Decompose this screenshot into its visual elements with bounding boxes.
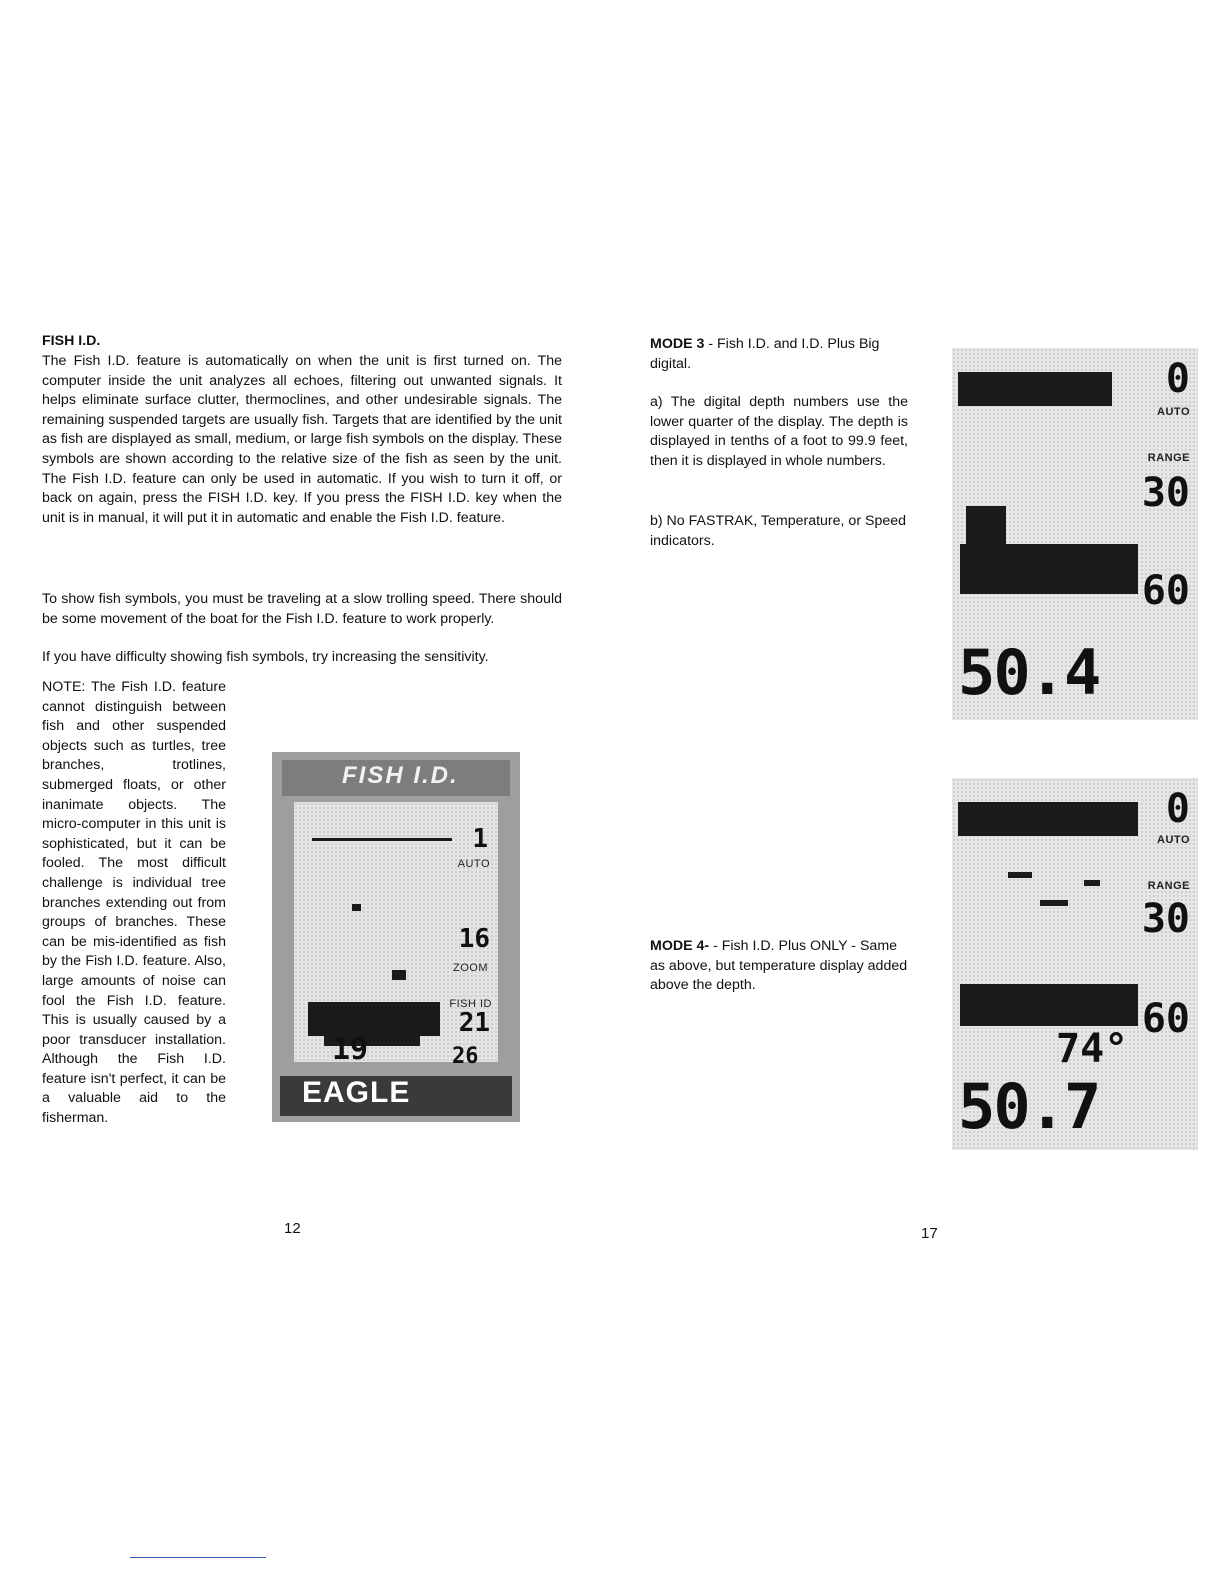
fishid-top-value: 1 [472, 824, 488, 854]
footer-rule [130, 1557, 266, 1558]
mode3-range-label: RANGE [1147, 452, 1190, 464]
fishid-zoom-label: ZOOM [453, 962, 488, 974]
surface-line [312, 838, 452, 841]
mode3-range-value: 30 [1141, 470, 1190, 516]
mode4-fish-mark-3 [1084, 880, 1100, 886]
mode3-auto-label: AUTO [1157, 406, 1190, 418]
fish-id-paragraph-3: If you have difficulty showing fish symbols, try increasing the sensitivity. [42, 649, 489, 665]
mode3-depth-value: 50.4 [958, 636, 1100, 709]
mode4-bottom-range-value: 60 [1141, 996, 1190, 1042]
mode4-depth-value: 50.7 [958, 1070, 1100, 1143]
fishid-fish-id-label: FISH ID [449, 998, 492, 1010]
mode3-top-value: 0 [1165, 356, 1190, 402]
fish-symbol-small [352, 904, 361, 911]
fishid-right-depth: 26 [452, 1044, 479, 1069]
fishid-banner: FISH I.D. [342, 762, 459, 789]
fish-id-paragraph-2: To show fish symbols, you must be traveling at a slow trolling speed. There should be some movement of the boat for the Fish I.D. feature to work properly. [42, 591, 562, 627]
mode3-surface-band [958, 372, 1112, 406]
mode3-display-image [952, 348, 1198, 720]
fishid-left-depth: 19 [332, 1032, 369, 1067]
mode4-title: - Fish I.D. Plus ONLY - Same as above, but temperature display added above the depth. [650, 938, 908, 994]
mode3-item-a: a) The digital depth numbers use the lower quarter of the display. The depth is displayed in tenths of a foot to 99.9 feet, then it is displayed in whole numbers. [650, 394, 908, 469]
mode4-display-image [952, 778, 1198, 1150]
mode4-range-label: RANGE [1147, 880, 1190, 892]
mode3-heading: MODE 3 [650, 336, 705, 352]
mode4-temperature-value: 74° [1056, 1026, 1129, 1072]
mode3-bottom-band [960, 544, 1138, 594]
fish-symbol-medium [392, 970, 406, 980]
fishid-auto-label: AUTO [457, 858, 490, 870]
fishid-bottom-structure [308, 1002, 440, 1036]
mode4-range-value: 30 [1141, 896, 1190, 942]
mode3-bottom-range-value: 60 [1141, 568, 1190, 614]
mode4-fish-mark-1 [1008, 872, 1032, 878]
mode3-item-b: b) No FASTRAK, Temperature, or Speed indicators. [650, 513, 907, 549]
mode4-description [650, 937, 912, 996]
mode4-surface-band [958, 802, 1138, 836]
fish-id-note: NOTE: The Fish I.D. feature cannot distinguish between fish and other suspended objects such as turtles, tree branches, trotlines, submerged floats, or other inanimate objects. The micro-computer in this unit is sophisticated, but it can be fooled. The most difficult challenge is individual tree branches extending out from groups of branches. These can be mis-identified as fish by the Fish I.D. feature. Also, large amounts of noise can fool the Fish I.D. feature. This is usually caused by a poor transducer installation. Although the Fish I.D. feature isn't perfect, it can be a valuable aid to the fisherman. [42, 679, 226, 1127]
right-page-number: 17 [921, 1225, 938, 1242]
mode4-bottom-band [960, 984, 1138, 1026]
fishid-range-value: 16 [458, 924, 490, 954]
mode3-description [650, 335, 908, 374]
mode4-heading: MODE 4- [650, 938, 710, 954]
fishid-display-image [272, 752, 520, 1122]
mode4-top-value: 0 [1165, 786, 1190, 832]
eagle-brand-logo: EAGLE [302, 1076, 411, 1109]
fishid-bottom-range-value: 21 [458, 1008, 490, 1038]
left-page-number: 12 [284, 1220, 301, 1237]
mode3-title: - Fish I.D. and I.D. Plus Big digital. [650, 336, 880, 372]
mode4-fish-mark-2 [1040, 900, 1068, 906]
fish-id-heading: FISH I.D. [42, 333, 101, 349]
mode4-auto-label: AUTO [1157, 834, 1190, 846]
mode3-bottom-peak [966, 506, 1006, 546]
fish-id-paragraph-1: The Fish I.D. feature is automatically on when the unit is first turned on. The computer inside the unit analyzes all echoes, filtering out unwanted signals. It helps eliminate surface clutter, thermoclines, and other undesirable signals. The remaining suspended targets are usually fish. Targets that are identified by the unit as fish are displayed as small, medium, or large fish symbols on the display. These symbols are shown according to the relative size of the fish as seen by the unit. The Fish I.D. feature can only be used in automatic. If you wish to turn it off, or back on again, press the FISH I.D. key. If you press the FISH I.D. key when the unit is in manual, it will put it in automatic and enable the Fish I.D. feature. [42, 353, 562, 526]
